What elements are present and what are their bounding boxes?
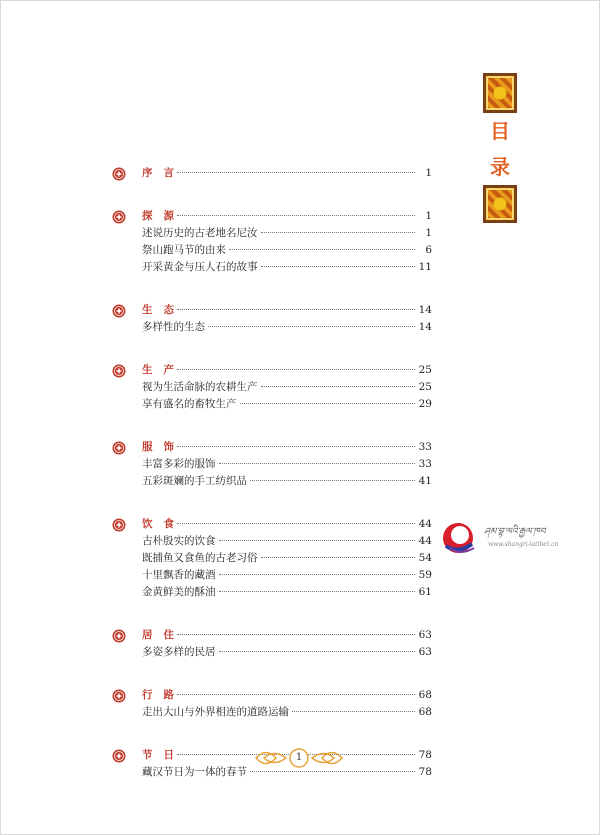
toc-section <box>112 165 432 182</box>
toc-section <box>112 439 432 490</box>
toc-page-number: 14 <box>418 321 432 333</box>
toc-category-row[interactable] <box>112 439 432 456</box>
leader-dots <box>219 540 416 541</box>
leader-dots <box>292 711 415 712</box>
leader-dots <box>219 463 416 464</box>
toc-entry-row[interactable] <box>112 473 432 490</box>
toc-category-title: 探源 <box>142 210 185 222</box>
toc-entry-row[interactable] <box>112 644 432 661</box>
toc-page-number: 68 <box>418 706 432 718</box>
toc-page-number: 61 <box>418 586 432 598</box>
title-char-2: 录 <box>490 155 510 179</box>
toc-entry-title: 祭山跑马节的由来 <box>142 244 226 256</box>
toc-entry-title: 述说历史的古老地名尼汝 <box>142 227 258 239</box>
toc-entry-row[interactable] <box>112 704 432 721</box>
toc-title <box>481 73 519 223</box>
toc-entry-title: 多样性的生态 <box>142 321 205 333</box>
leader-dots <box>177 215 415 216</box>
toc-entry-title: 古朴殷实的饮食 <box>142 535 216 547</box>
toc-category-title: 居住 <box>142 629 185 641</box>
toc-page-number: 1 <box>425 210 432 222</box>
knot-bullet-icon <box>112 629 126 643</box>
leader-dots <box>177 694 415 695</box>
toc-category-title: 饮食 <box>142 518 185 530</box>
toc-entry-title: 金黄鲜美的酥油 <box>142 586 216 598</box>
watermark-logo-icon <box>440 518 480 558</box>
toc-section <box>112 516 432 601</box>
toc-page-number: 1 <box>425 167 432 179</box>
toc-page-number: 11 <box>418 261 432 273</box>
toc-entry-title: 丰富多彩的服饰 <box>142 458 216 470</box>
toc-entry-title: 视为生活命脉的农耕生产 <box>142 381 258 393</box>
leader-dots <box>261 266 416 267</box>
title-ornament-top <box>483 73 517 113</box>
toc-page-number: 44 <box>418 535 432 547</box>
toc-page-number: 54 <box>418 552 432 564</box>
toc-category-title: 生态 <box>142 304 185 316</box>
toc-category-title: 行路 <box>142 689 185 701</box>
toc-page-number: 1 <box>425 227 432 239</box>
toc-entry-title: 走出大山与外界相连的道路运输 <box>142 706 289 718</box>
toc-section <box>112 302 432 336</box>
toc-entry-row[interactable] <box>112 319 432 336</box>
watermark-script: ཤམ་བྷ་ལའི་རྒྱལ་ཁབ <box>484 527 546 537</box>
toc-page-number: 44 <box>418 518 432 530</box>
leader-dots <box>177 523 415 524</box>
toc-page-number: 33 <box>418 458 432 470</box>
toc-category-row[interactable] <box>112 516 432 533</box>
toc-page-number: 78 <box>418 766 432 778</box>
toc-category-row[interactable] <box>112 627 432 644</box>
knot-bullet-icon <box>112 749 126 763</box>
leader-dots <box>177 309 415 310</box>
toc-entry-row[interactable] <box>112 584 432 601</box>
toc-category-row[interactable] <box>112 165 432 182</box>
toc-section <box>112 627 432 661</box>
toc-section <box>112 362 432 413</box>
knot-bullet-icon <box>112 210 126 224</box>
toc-category-title: 服饰 <box>142 441 185 453</box>
table-of-contents <box>112 165 432 807</box>
leader-dots <box>261 232 416 233</box>
toc-entry-row[interactable] <box>112 567 432 584</box>
leader-dots <box>208 326 415 327</box>
toc-entry-row[interactable] <box>112 242 432 259</box>
toc-entry-row[interactable] <box>112 456 432 473</box>
page-number: 1 <box>295 752 303 763</box>
leader-dots <box>177 446 415 447</box>
knot-bullet-icon <box>112 518 126 532</box>
toc-page-number: 33 <box>418 441 432 453</box>
leader-dots <box>250 480 415 481</box>
leader-dots <box>219 651 416 652</box>
toc-entry-title: 享有盛名的畜牧生产 <box>142 398 237 410</box>
leader-dots <box>261 386 416 387</box>
title-ornament-bottom <box>483 185 517 223</box>
leader-dots <box>229 249 415 250</box>
toc-entry-row[interactable] <box>112 379 432 396</box>
toc-category-title: 序言 <box>142 167 185 179</box>
toc-entry-title: 既捕鱼又食鱼的古老习俗 <box>142 552 258 564</box>
knot-bullet-icon <box>112 364 126 378</box>
leader-dots <box>261 557 416 558</box>
toc-entry-title: 开采黄金与压人石的故事 <box>142 261 258 273</box>
toc-entry-title: 多姿多样的民居 <box>142 646 216 658</box>
leader-dots <box>177 369 415 370</box>
leader-dots <box>177 634 415 635</box>
toc-page-number: 68 <box>418 689 432 701</box>
leader-dots <box>240 403 416 404</box>
toc-page-number: 63 <box>418 646 432 658</box>
toc-category-row[interactable] <box>112 687 432 704</box>
toc-page-number: 25 <box>418 381 432 393</box>
toc-page-number: 63 <box>418 629 432 641</box>
toc-page-number: 41 <box>418 475 432 487</box>
toc-category-row[interactable] <box>112 208 432 225</box>
toc-entry-title: 十里飘香的藏酒 <box>142 569 216 581</box>
toc-entry-row[interactable] <box>112 225 432 242</box>
toc-category-row[interactable] <box>112 302 432 319</box>
toc-category-title: 生产 <box>142 364 185 376</box>
toc-page-number: 78 <box>418 749 432 761</box>
knot-bullet-icon <box>112 167 126 181</box>
knot-bullet-icon <box>112 441 126 455</box>
toc-page-number: 29 <box>418 398 432 410</box>
title-char-1: 目 <box>490 119 510 143</box>
toc-entry-row[interactable] <box>112 550 432 567</box>
page-footer <box>254 745 344 771</box>
knot-bullet-icon <box>112 304 126 318</box>
leader-dots <box>219 574 416 575</box>
toc-category-row[interactable] <box>112 362 432 379</box>
leader-dots <box>250 771 415 772</box>
toc-page-number: 59 <box>418 569 432 581</box>
toc-entry-title: 五彩斑斓的手工纺织品 <box>142 475 247 487</box>
toc-entry-row[interactable] <box>112 533 432 550</box>
toc-section <box>112 208 432 276</box>
toc-entry-title: 藏汉节日为一体的春节 <box>142 766 247 778</box>
toc-page-number: 14 <box>418 304 432 316</box>
toc-entry-row[interactable] <box>112 259 432 276</box>
watermark <box>440 518 590 558</box>
toc-page-number: 25 <box>418 364 432 376</box>
knot-bullet-icon <box>112 689 126 703</box>
leader-dots <box>219 591 416 592</box>
watermark-url: www.shangri-latibet.cn <box>488 541 559 548</box>
toc-category-title: 节日 <box>142 749 185 761</box>
toc-section <box>112 687 432 721</box>
toc-page-number: 6 <box>425 244 432 256</box>
toc-entry-row[interactable] <box>112 396 432 413</box>
leader-dots <box>177 172 415 173</box>
